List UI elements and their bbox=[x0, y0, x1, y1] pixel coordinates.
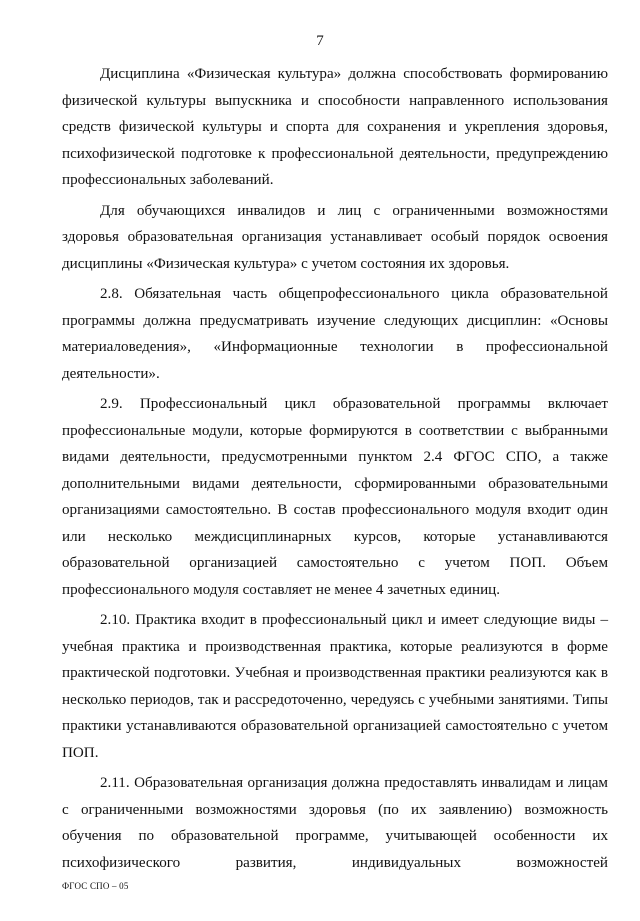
page-number: 7 bbox=[316, 33, 324, 49]
document-body bbox=[62, 61, 608, 876]
page-footer: ФГОС СПО – 05 bbox=[62, 881, 129, 891]
paragraph-physical-culture: Дисциплина «Физическая культура» должна способствовать формированию физической культуры выпускника и способности направленного использования средств физической культуры и спорта для сохранения и укрепления здоровья, психофизической подготовке к профессиональной деятельности, предупреждению профессиональных заболеваний. bbox=[62, 66, 608, 188]
paragraph-2-10: 2.10. Практика входит в профессиональный цикл и имеет следующие виды – учебная практика и производственная практика, которые реализуются в форме практической подготовки. Учебная и производственная практики реализуются как в несколько периодов, так и рассредоточенно, чередуясь с учебными занятиями. Типы практики устанавливаются образовательной организацией самостоятельно с учетом ПОП. bbox=[62, 612, 608, 761]
paragraph-2-9: 2.9. Профессиональный цикл образовательной программы включает профессиональные модули, которые формируются в соответствии с выбранными видами деятельности, предусмотренными пунктом 2.4 ФГОС СПО, а также дополнительными видами деятельности, сформированными образовательными организациями самостоятельно. В состав профессионального модуля входит один или несколько междисциплинарных курсов, которые устанавливаются образовательной организацией самостоятельно с учетом ПОП. Объем профессионального модуля составляет не менее 4 зачетных единиц. bbox=[62, 396, 608, 598]
paragraph-2-11: 2.11. Образовательная организация должна предоставлять инвалидам и лицам с ограниченными возможностями здоровья (по их заявлению) возможность обучения по образовательной программе, учитывающей особенности их психофизического развития, индивидуальных возможностей bbox=[62, 775, 608, 871]
paragraph-disabled-students: Для обучающихся инвалидов и лиц с ограниченными возможностями здоровья образовательная организация устанавливает особый порядок освоения дисциплины «Физическая культура» с учетом состояния их здоровья. bbox=[62, 202, 608, 272]
paragraph-2-8: 2.8. Обязательная часть общепрофессионального цикла образовательной программы должна предусматривать изучение следующих дисциплин: «Основы материаловедения», «Информационные технологии в профессиональной деятельности». bbox=[62, 286, 608, 382]
